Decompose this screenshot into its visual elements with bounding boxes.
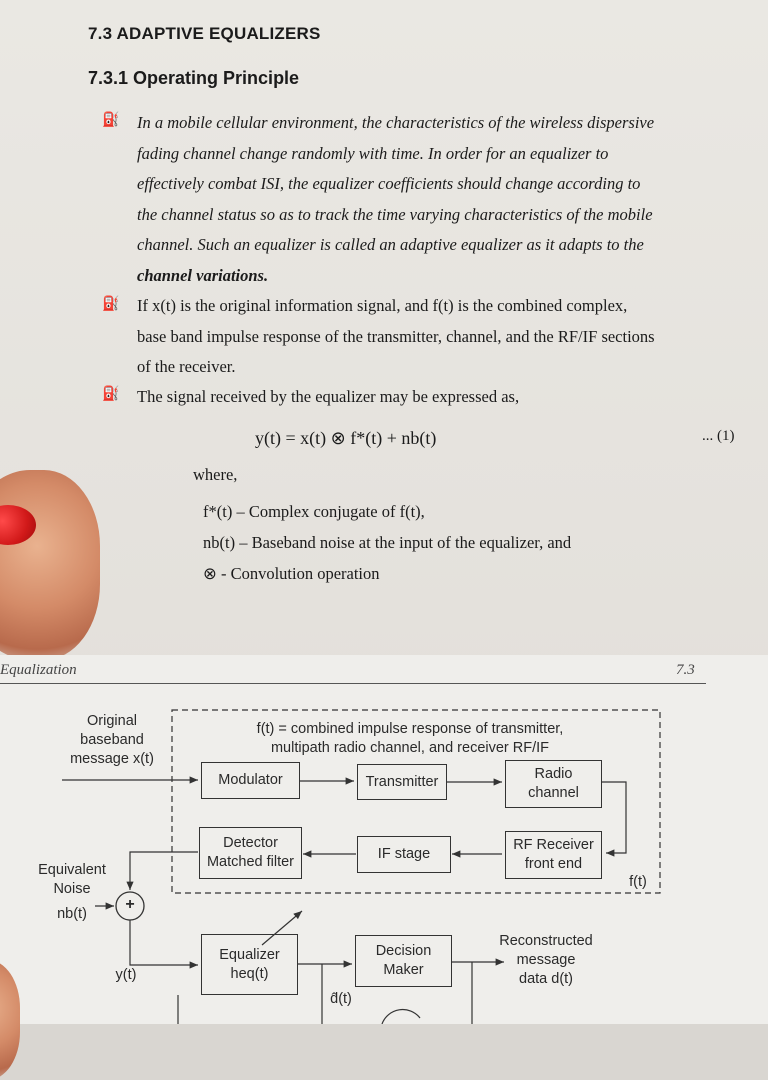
para2-line-1: If x(t) is the original information signal, and f(t) is the combined complex,	[137, 296, 628, 315]
bullet-icon: ⛽	[102, 297, 120, 312]
definition-convolution: ⊗ - Convolution operation	[203, 564, 380, 583]
detector-block	[199, 827, 302, 879]
yt-label: y(t)	[115, 967, 137, 983]
rf-receiver-block	[505, 831, 602, 879]
source-label	[52, 712, 172, 769]
para1-line-1: In a mobile cellular environment, the characteristics of the wireless dispersive	[137, 113, 655, 132]
source-label-line1: Original	[87, 713, 137, 729]
decision-line1: Decision	[375, 943, 432, 959]
subsection-heading: 7.3.1 Operating Principle	[88, 68, 300, 88]
radio-channel-line1: Radio	[534, 766, 573, 782]
noise-label-line1: Equivalent	[38, 862, 106, 878]
definition-conjugate: f*(t) – Complex conjugate of f(t),	[203, 502, 425, 521]
dashed-caption-line2: multipath radio channel, and receiver RF/IF	[270, 740, 550, 756]
reconstructed-line3: data d(t)	[519, 971, 573, 987]
noise-label	[24, 861, 120, 924]
rf-receiver-line1: RF Receiver	[513, 837, 594, 853]
equalizer-line2: heq(t)	[230, 965, 269, 982]
noise-label-line2: Noise	[53, 881, 91, 897]
para1-line-6: channel variations.	[137, 265, 269, 285]
equation-1: y(t) = x(t) ⊗ f*(t) + nb(t)	[255, 428, 437, 448]
detector-line2: Matched filter	[206, 854, 295, 870]
running-header-right: 7.3	[676, 662, 695, 678]
sum-symbol: +	[125, 896, 135, 913]
equation-number: ... (1)	[702, 428, 735, 444]
dashed-caption	[200, 720, 620, 758]
equalizer-line1: Equalizer	[219, 946, 280, 963]
bullet-icon: ⛽	[102, 113, 120, 128]
para1-line-2: fading channel change randomly with time. In order for an equalizer to	[137, 143, 609, 163]
transmitter-block: Transmitter	[357, 764, 447, 800]
source-label-line2: baseband	[80, 732, 144, 748]
para2-line-2: base band impulse response of the transmitter, channel, and the RF/IF sections	[137, 326, 655, 346]
section-heading: 7.3 ADAPTIVE EQUALIZERS	[88, 24, 321, 43]
dashed-caption-line1: f(t) = combined impulse response of transmitter,	[256, 721, 564, 737]
definition-noise: nb(t) – Baseband noise at the input of the equalizer, and	[203, 533, 572, 552]
detector-line1: Detector	[223, 835, 278, 851]
rf-receiver-line2: front end	[524, 856, 583, 872]
where-label: where,	[193, 465, 238, 484]
reconstructed-line1: Reconstructed	[499, 933, 593, 949]
equalizer-block	[201, 934, 298, 995]
para2-line-3: of the receiver.	[137, 357, 236, 376]
reconstructed-line2: message	[516, 952, 576, 968]
para1-line-4: the channel status so as to track the time varying characteristics of the mobile	[137, 204, 653, 224]
decision-line2: Maker	[383, 962, 424, 978]
para3-line-1: The signal received by the equalizer may be expressed as,	[137, 387, 520, 406]
dhat-label: d̂(t)	[330, 991, 352, 1007]
para1-line-5: channel. Such an equalizer is called an adaptive equalizer as it adapts to the	[137, 235, 644, 254]
modulator-block: Modulator	[201, 762, 300, 799]
if-stage-block: IF stage	[357, 836, 451, 873]
radio-channel-line2: channel	[528, 785, 579, 801]
ft-label: f(t)	[629, 874, 647, 890]
bullet-icon: ⛽	[102, 387, 120, 402]
reconstructed-label	[484, 932, 608, 989]
radio-channel-block	[505, 760, 602, 808]
decision-block	[355, 935, 452, 987]
running-header-left: Equalization	[0, 662, 77, 678]
para1-line-3: effectively combat ISI, the equalizer coefficients should change according to	[137, 174, 641, 193]
noise-label-line3: nb(t)	[57, 906, 87, 922]
source-label-line3: message x(t)	[70, 751, 154, 767]
